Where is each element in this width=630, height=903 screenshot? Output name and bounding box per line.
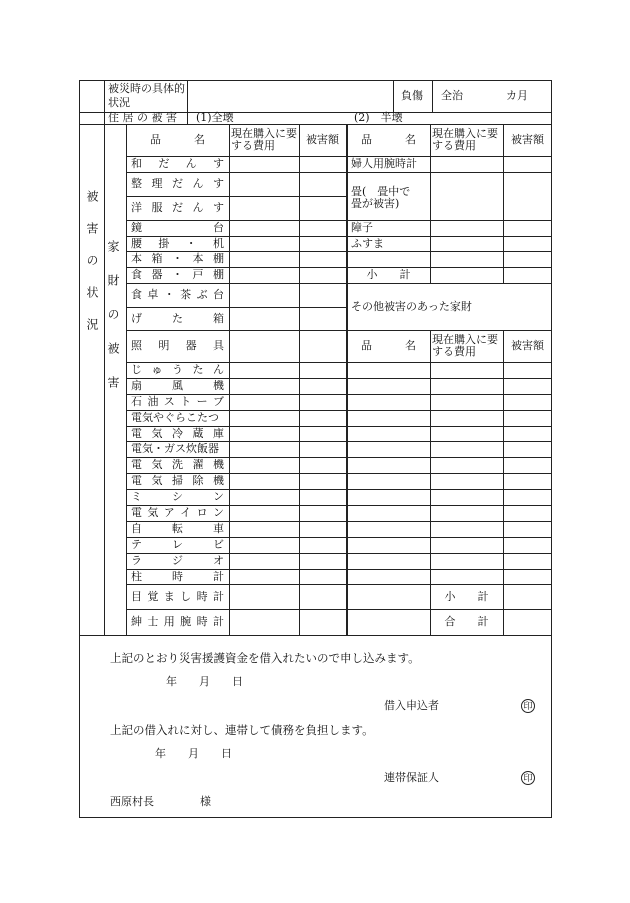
rule	[430, 330, 431, 635]
item-label: ミ シ ン	[131, 490, 224, 503]
header-item-right2: 品 名	[361, 339, 416, 352]
guarantee-date: 年 月 日	[155, 747, 232, 760]
item-label: 扇 風 機	[131, 379, 224, 392]
rule	[347, 521, 552, 522]
injury-label: 負傷	[401, 89, 423, 102]
rule	[347, 251, 552, 252]
item-label: 電気やぐらこたつ	[131, 411, 219, 424]
house-option-half: (2) 半壊	[354, 111, 403, 124]
side-label: 被害の状況	[85, 190, 99, 350]
item-label: ラ ジ オ	[131, 554, 224, 567]
header-damage: 被害額	[306, 133, 339, 146]
application-date: 年 月 日	[166, 675, 243, 688]
rule	[432, 80, 433, 112]
rule	[347, 473, 552, 474]
rule	[126, 124, 127, 635]
item-label: げ た 箱	[131, 311, 224, 325]
item-label: 目 覚 ま し 時 計	[131, 589, 224, 603]
header-damage-right: 被害額	[511, 133, 544, 146]
item-label: テ レ ビ	[131, 538, 224, 551]
item-label-watch: 婦人用腕時計	[351, 157, 417, 170]
item-label: 電 気 ア イ ロ ン	[131, 506, 224, 519]
rule	[347, 489, 552, 490]
rule	[347, 362, 552, 363]
subtotal-label-2: 小 計	[444, 589, 489, 603]
rule	[430, 124, 431, 284]
rule	[104, 80, 105, 635]
rule	[503, 330, 504, 635]
guarantor-label: 連帯保証人	[384, 771, 439, 784]
rule	[347, 553, 552, 554]
item-label: 食 卓 ・ 茶 ぶ 台	[131, 288, 224, 301]
rule	[347, 426, 552, 427]
house-option-full: (1)全壊	[196, 111, 234, 124]
item-label-tatami: 畳( 畳中で畳が被害)	[351, 185, 411, 210]
guarantee-statement: 上記の借入れに対し、連帯して債務を負担します。	[110, 723, 374, 737]
rule	[347, 172, 552, 173]
item-label-shoji: 障子	[351, 221, 373, 234]
rule	[229, 124, 230, 635]
rule	[347, 441, 552, 442]
rule	[187, 80, 188, 124]
item-label: 腰 掛 ・ 机	[131, 236, 224, 250]
item-label: 鏡 台	[131, 221, 224, 234]
item-label: 照 明 器 具	[131, 339, 224, 352]
rule	[347, 505, 552, 506]
recovery-prefix: 全治	[441, 89, 463, 102]
header-cost-right2: 現在購入に要する費用	[432, 333, 498, 358]
item-label: 本 箱 ・ 本 棚	[131, 252, 224, 265]
item-label: 電 気 掃 除 機	[131, 474, 224, 487]
rule	[347, 410, 552, 411]
rule	[393, 80, 394, 112]
rule	[347, 569, 552, 570]
item-label: 電 気 洗 濯 機	[131, 458, 224, 471]
item-label: じ ゅ う た ん	[131, 363, 224, 376]
rule	[347, 124, 348, 635]
item-label: 石 油 ス ト ー ブ	[131, 395, 224, 408]
house-damage-label: 住 居 の 被 害	[108, 111, 177, 124]
applicant-label: 借入申込者	[384, 699, 439, 712]
item-label: 自 転 車	[131, 522, 224, 535]
rule	[347, 537, 552, 538]
rule	[347, 457, 552, 458]
subtotal-label: 小 計	[366, 268, 411, 281]
total-label: 合 計	[444, 615, 489, 628]
addressee-suffix: 様	[200, 795, 211, 808]
rule	[503, 124, 504, 284]
item-label: 和 だ ん す	[131, 157, 224, 170]
header-item-right: 品 名	[361, 133, 416, 146]
seal-mark: 印	[521, 699, 535, 713]
application-statement: 上記のとおり災害援護資金を借入れたいので申し込みます。	[110, 651, 420, 665]
addressee-name: 西原村長	[110, 795, 154, 808]
header-damage-right2: 被害額	[511, 339, 544, 352]
item-label: 電気・ガス炊飯器	[131, 442, 219, 455]
item-label: 整 理 だ ん す	[131, 177, 224, 190]
recovery-unit: カ月	[506, 89, 528, 102]
item-label: 電 気 冷 蔵 庫	[131, 426, 224, 440]
other-items-label: その他被害のあった家財	[351, 299, 472, 313]
header-cost-right: 現在購入に要する費用	[432, 127, 498, 152]
item-label: 紳 士 用 腕 時 計	[131, 615, 224, 628]
item-label-fusuma: ふすま	[351, 236, 384, 250]
header-item: 品 名	[150, 133, 205, 146]
rule	[299, 124, 300, 635]
seal-mark: 印	[521, 771, 535, 785]
inner-label: 家財の被害	[106, 240, 120, 410]
rule	[347, 378, 552, 379]
rule	[347, 394, 552, 395]
item-label: 洋 服 だ ん す	[131, 201, 224, 214]
item-label: 食 器 ・ 戸 棚	[131, 268, 224, 281]
header-cost: 現在購入に要する費用	[231, 127, 297, 152]
rule	[79, 635, 552, 636]
item-label: 柱 時 計	[131, 569, 224, 583]
situation-label: 被災時の具体的状況	[108, 82, 185, 109]
